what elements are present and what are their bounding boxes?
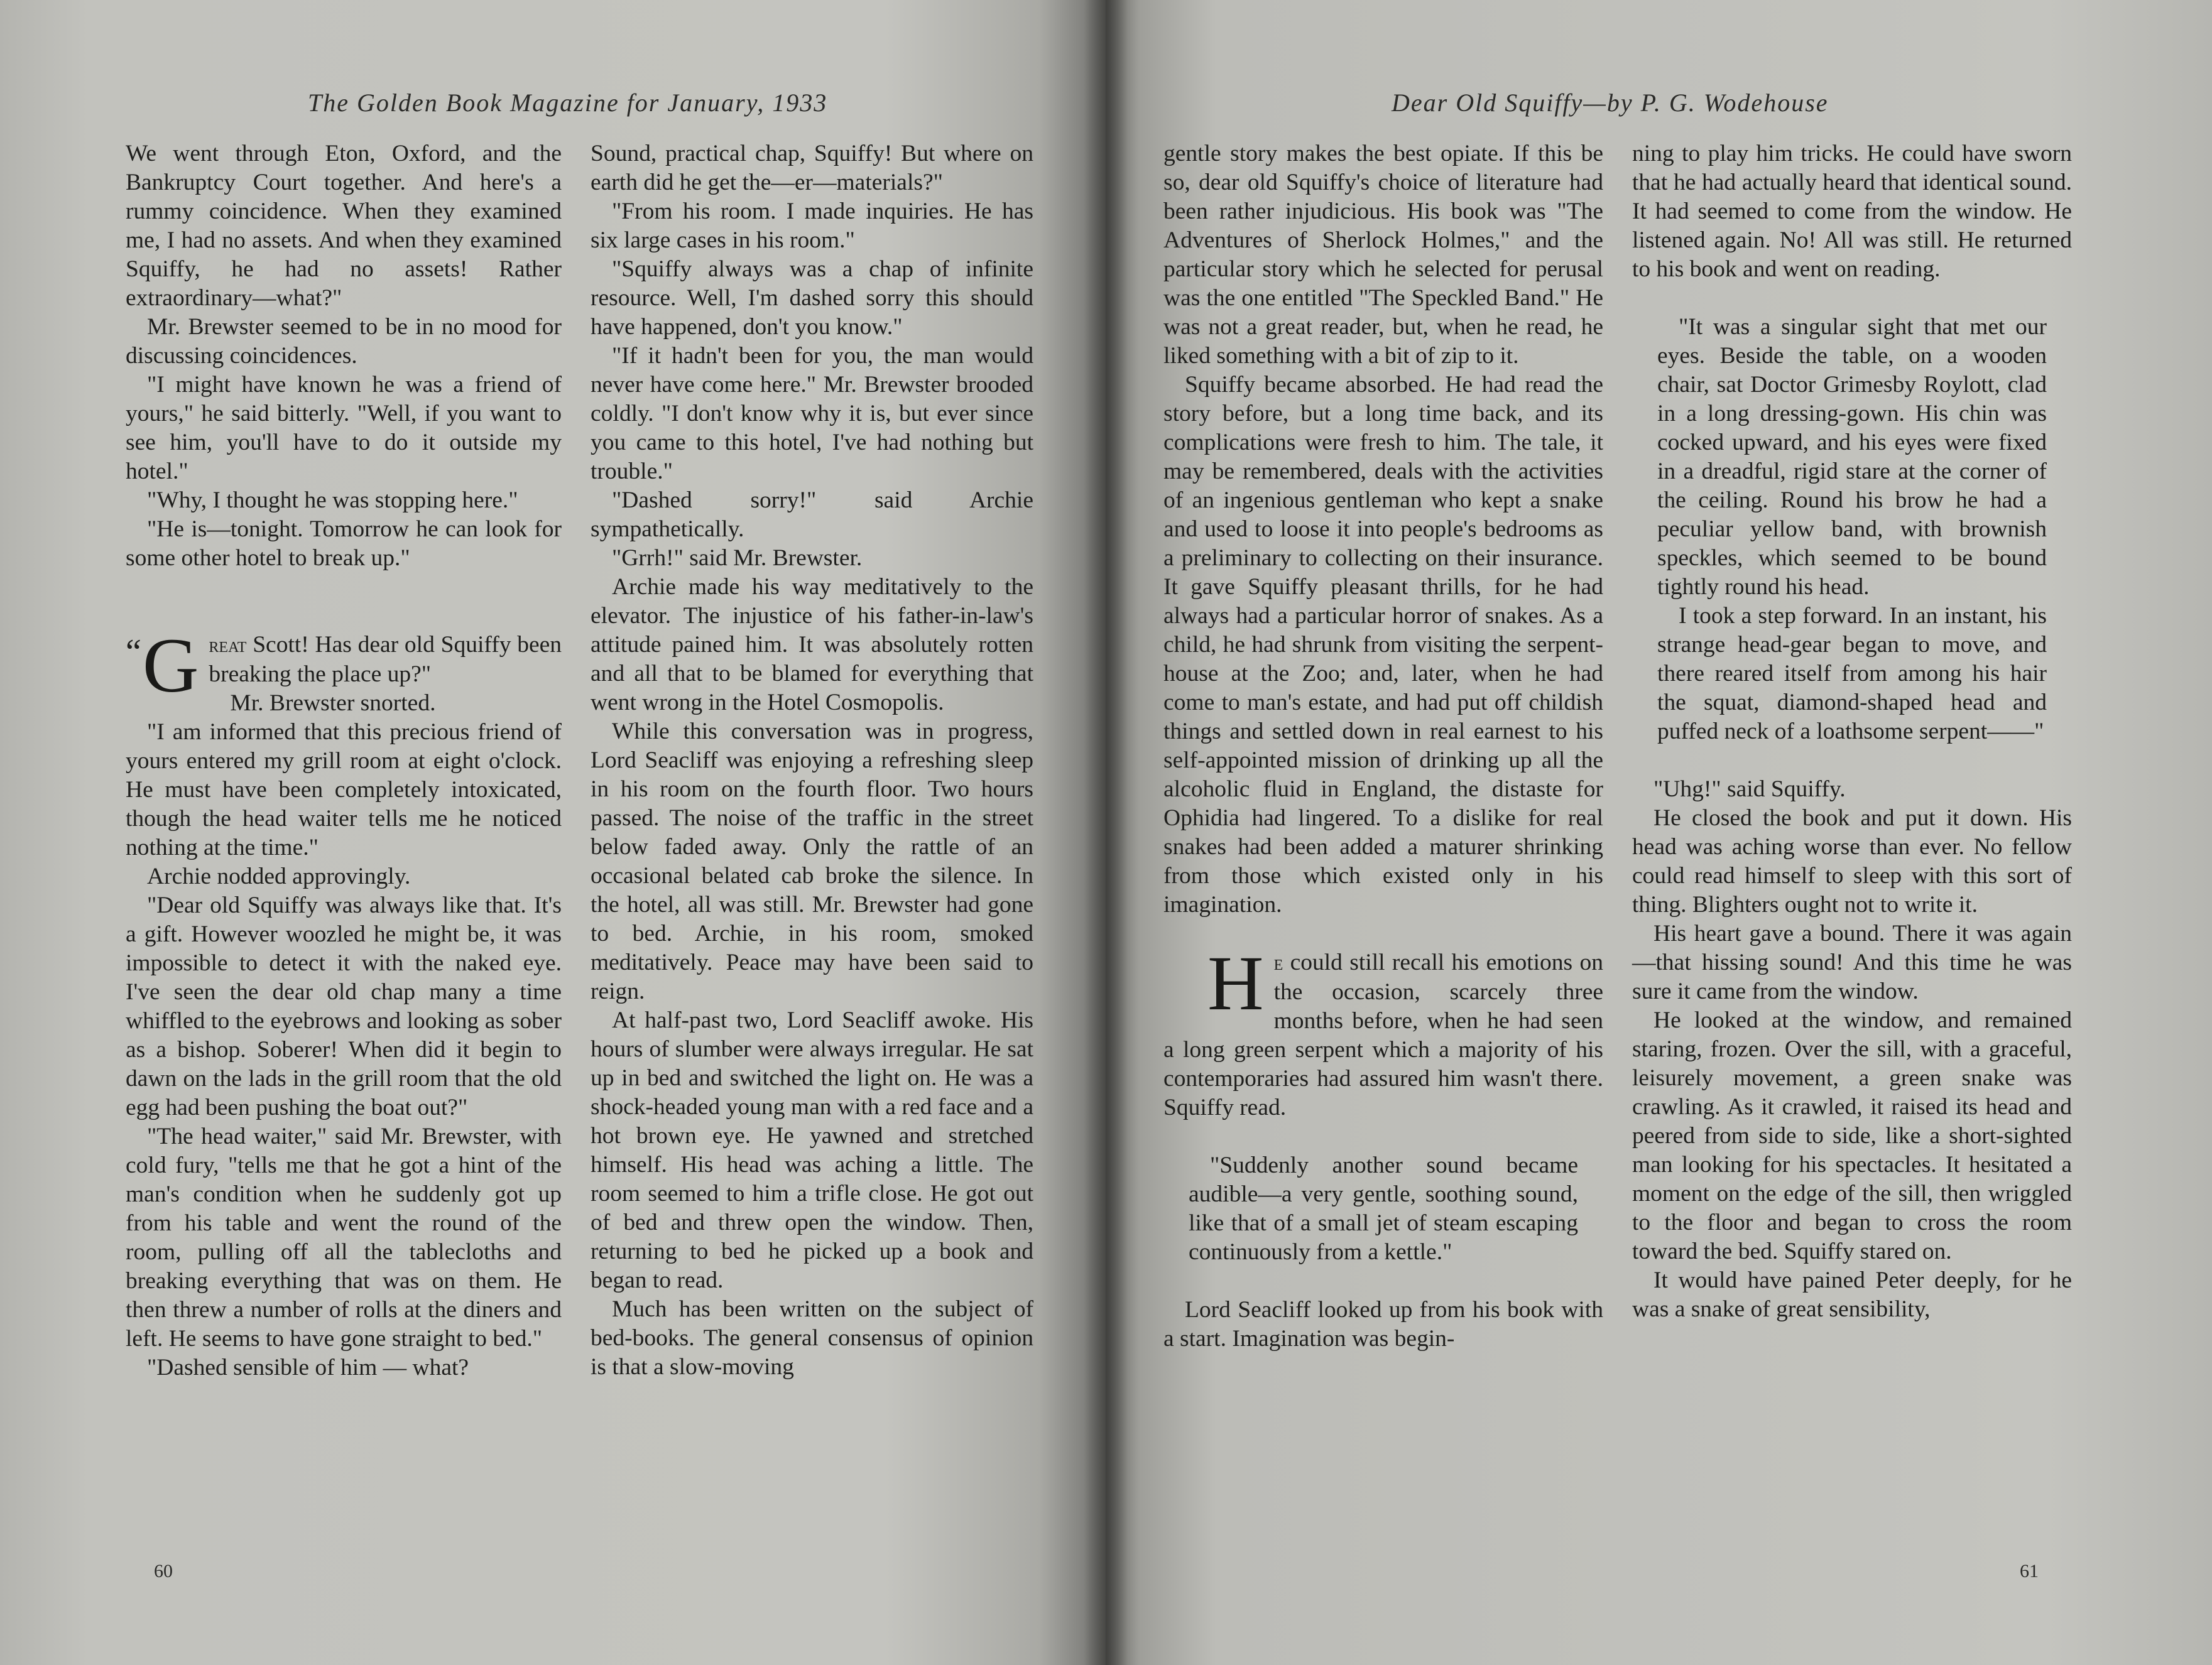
paragraph: Archie made his way meditatively to the elevator. The injustice of his father-in-law's attitude pained him. It was absolutely rotten and all that to be blamed for everything that went wrong in the Hotel Cosmopolis.: [591, 574, 1033, 715]
paragraph: "Dashed sensible of him — what?: [147, 1355, 469, 1380]
paragraph-text: Scott! Has dear old Squiffy been breaking the place up?": [209, 632, 562, 687]
paragraph: "Grrh!" said Mr. Brewster.: [612, 545, 863, 571]
right-page: [1106, 0, 2212, 1665]
paragraph: gentle story makes the best opiate. If this be so, dear old Squiffy's choice of literature had been rather injudicious. His book was "The Adventures of Sherlock Holmes," and the particular story which he selected for perusal was the one entitled "The Speckled Band." He was not a great reader, but, when he read, he liked something with a bit of zip to it.: [1163, 141, 1603, 369]
right-column-1: [1163, 139, 1603, 1353]
paragraph: "I am informed that this precious friend of yours entered my grill room at eight o'clock. He must have been completely intoxicated, though the head waiter tells me he noticed nothing at the time.": [126, 719, 562, 860]
paragraph: "Dashed sorry!" said Archie sympathetically.: [591, 487, 1033, 542]
small-caps-lead: reat: [209, 634, 247, 657]
paragraph: While this conversation was in progress, Lord Seacliff was enjoying a refreshing sleep in his room on the fourth floor. Two hours passed. The noise of the traffic in the street below faded away. Only the rattle of an occasional belated cab broke the silence. In the hotel, all was still. Mr. Brewster had gone to bed. Archie, in his room, smoked meditatively. Peace may have been said to reign.: [591, 719, 1033, 1004]
paragraph: He closed the book and put it down. His head was aching worse than ever. No fellow could read himself to sleep with this sort of thing. Blighters ought not to write it.: [1632, 805, 2072, 918]
block-quote: I took a step forward. In an instant, his strange head-gear began to move, and there reared itself from among his hair the squat, diamond-shaped head and puffed neck of a loathsome serpent——": [1657, 603, 2047, 744]
paragraph: It would have pained Peter deeply, for he was a snake of great sensibility,: [1632, 1267, 2072, 1322]
running-head-left: The Golden Book Magazine for January, 1933: [308, 89, 828, 117]
drop-cap: H: [1207, 940, 1264, 1026]
block-quote: "Suddenly another sound became audible—a very gentle, soothing sound, like that of a small jet of steam escaping continuously from a kettle.": [1189, 1152, 1578, 1265]
running-head-right: Dear Old Squiffy—by P. G. Wodehouse: [1392, 89, 1829, 117]
paragraph: "I might have known he was a friend of yours," he said bitterly. "Well, if you want to see him, you'll have to do it outside my hotel.": [126, 372, 562, 484]
paragraph: "The head waiter," said Mr. Brewster, with cold fury, "tells me that he got a hint of the man's condition when he suddenly got up from his table and went the round of the room, pulling off all the tablecloths and breaking everything that was on them. He then threw a number of rolls at the diners and left. He seems to have gone straight to bed.": [126, 1124, 562, 1352]
left-column-1: [126, 139, 562, 1382]
paragraph: Squiffy became absorbed. He had read the story before, but a long time back, and its complications were fresh to him. The tale, it may be remembered, deals with the activities of an ingenious gentleman who kept a snake and used to loose it into people's bedrooms as a preliminary to collecting on their insurance. It gave Squiffy pleasant thrills, for he had always had a particular horror of snakes. As a child, he had shrunk from visiting the serpent-house at the Zoo; and, later, when he had come to man's estate, and had put off childish things and settled down in real earnest to his self-appointed mission of drinking up all the alcoholic fluid in England, the distaste for Ophidia had lingered. To a dislike for real snakes had been added a maturer shrinking from those which existed only in his imagination.: [1163, 372, 1603, 918]
paragraph: We went through Eton, Oxford, and the Bankruptcy Court together. And here's a rummy coincidence. When they examined me, I had no assets. And when they examined Squiffy, he had no assets! Rather extraordinary—what?": [126, 141, 562, 311]
paragraph: Mr. Brewster seemed to be in no mood for discussing coincidences.: [126, 314, 562, 369]
left-column-2: [591, 139, 1033, 1382]
right-column-2: [1632, 139, 2072, 1324]
page-number-right: 61: [2020, 1561, 2039, 1581]
paragraph: At half-past two, Lord Seacliff awoke. His hours of slumber were always irregular. He sat up in bed and switched the light on. He was a shock-headed young man with a red face and a hot brown eye. He yawned and stretched himself. His head was aching a little. The room seemed to him a trifle close. He got out of bed and threw open the window. Then, returning to bed he picked up a book and began to read.: [591, 1007, 1033, 1293]
page-number-left: 60: [154, 1561, 173, 1581]
drop-cap: G: [142, 622, 199, 708]
paragraph: Much has been written on the subject of bed-books. The general consensus of opinion is that a slow-moving: [591, 1296, 1033, 1380]
paragraph: "Uhg!" said Squiffy.: [1654, 776, 1846, 802]
paragraph: "From his room. I made inquiries. He has six large cases in his room.": [591, 198, 1033, 253]
paragraph: "If it hadn't been for you, the man would never have come here." Mr. Brewster brooded coldly. "I don't know why it is, but ever since you came to this hotel, I've had nothing but trouble.": [591, 343, 1033, 484]
book-gutter: [1084, 0, 1128, 1665]
paragraph: "Dear old Squiffy was always like that. It's a gift. However woozled he might be, it was impossible to detect it with the naked eye. I've seen the dear old chap many a time whiffled to the eyebrows and looking as sober as a bishop. Soberer! When did it begin to dawn on the lads in the grill room that the old egg had been pushing the boat out?": [126, 892, 562, 1120]
block-quote: "It was a singular sight that met our eyes. Beside the table, on a wooden chair, sat Doctor Grimesby Roylott, clad in a long dressing-gown. His chin was cocked upward, and his eyes were fixed in a dreadful, rigid stare at the corner of the ceiling. Round his brow he had a peculiar yellow band, with brownish speckles, which seemed to be bound tightly round his head.: [1657, 314, 2047, 600]
paragraph: Sound, practical chap, Squiffy! But where on earth did he get the—er—materials?": [591, 141, 1033, 195]
drop-cap-paragraph: [1163, 940, 1603, 1122]
paragraph: ning to play him tricks. He could have sworn that he had actually heard that identical sound. It had seemed to come from the window. He listened again. No! All was still. He returned to his book and went on reading.: [1632, 141, 2072, 282]
paragraph: He looked at the window, and remained staring, frozen. Over the sill, with a graceful, leisurely movement, a green snake was crawling. As it crawled, it raised its head and peered from side to side, like a short-sighted man looking for his spectacles. It hesitated a moment on the edge of the sill, then wriggled to the floor and began to cross the room toward the bed. Squiffy stared on.: [1632, 1007, 2072, 1264]
small-caps-lead: e: [1273, 952, 1283, 975]
paragraph: Archie nodded approvingly.: [147, 864, 411, 889]
drop-quote: “: [126, 632, 141, 671]
paragraph: "Squiffy always was a chap of infinite resource. Well, I'm dashed sorry this should have happened, don't you know.": [591, 256, 1033, 340]
paragraph: "Why, I thought he was stopping here.": [147, 487, 518, 513]
paragraph: Lord Seacliff looked up from his book with a start. Imagination was begin-: [1163, 1297, 1603, 1352]
paragraph: "He is—tonight. Tomorrow he can look for some other hotel to break up.": [126, 516, 562, 571]
paragraph: His heart gave a bound. There it was again—that hissing sound! And this time he was sure it came from the window.: [1632, 921, 2072, 1004]
paragraph: Mr. Brewster snorted.: [230, 690, 436, 716]
paragraph-text: could still recall his emotions on the occasion, scarcely three months before, when he had seen a long green serpent which a majority of his contemporaries had assured him wasn't there. Squiffy read.: [1163, 950, 1603, 1120]
